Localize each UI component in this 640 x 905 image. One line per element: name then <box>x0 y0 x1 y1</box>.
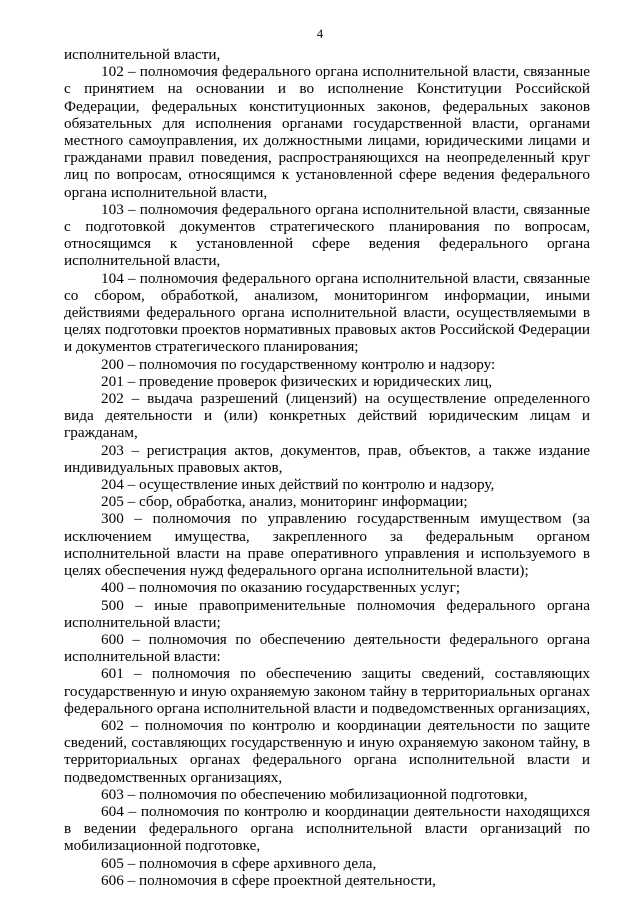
paragraph-606: 606 – полномочия в сфере проектной деятельности, <box>101 871 436 889</box>
document-body <box>64 46 590 889</box>
paragraph-202: 202 – выдача разрешений (лицензий) на осуществление определенного вида деятельности и (или) конкретных действий юридическим лицам и гражданам, <box>64 390 590 442</box>
paragraph-400: 400 – полномочия по оказанию государственных услуг; <box>101 579 461 597</box>
paragraph-104: 104 – полномочия федерального органа исполнительной власти, связанные со сбором, обработкой, анализом, мониторингом информации, иными действиями федерального органа исполнительной власти, осуществляемыми в целях подготовки проектов нормативных правовых актов Российской Федерации и документов стратегического планирования; <box>64 269 590 356</box>
paragraph-205: 205 – сбор, обработка, анализ, мониторинг информации; <box>101 493 468 511</box>
paragraph-200: 200 – полномочия по государственному контролю и надзору: <box>101 355 496 373</box>
paragraph-102: 102 – полномочия федерального органа исполнительной власти, связанные с принятием на основании и во исполнение Конституции Российской Федерации, федеральных конституционных законов, федеральных законов обязательных для исполнения органами государственной власти, органами местного самоуправления, их должностными лицами, юридическими лицами и гражданами правил поведения, распространяющихся на неопределенный круг лиц по вопросам, относящимся к установленной сфере ведения федерального органа исполнительной власти, <box>64 63 590 201</box>
paragraph-500: 500 – иные правоприменительные полномочия федерального органа исполнительной власти; <box>64 596 590 631</box>
paragraph-603: 603 – полномочия по обеспечению мобилизационной подготовки, <box>101 785 528 803</box>
paragraph-continuation: исполнительной власти, <box>64 46 221 63</box>
paragraph-602: 602 – полномочия по контролю и координации деятельности по защите сведений, составляющих государственную и иную охраняемую законом тайну, в территориальных органах федерального органа исполнительной власти и подведомственных организациях, <box>64 716 590 786</box>
paragraph-204: 204 – осуществление иных действий по контролю и надзору, <box>101 476 495 494</box>
page-number: 4 <box>316 27 324 41</box>
paragraph-605: 605 – полномочия в сфере архивного дела, <box>101 854 377 872</box>
paragraph-604: 604 – полномочия по контролю и координации деятельности находящихся в ведении федерального органа исполнительной власти организаций по мобилизационной подготовке, <box>64 802 590 855</box>
paragraph-600: 600 – полномочия по обеспечению деятельности федерального органа исполнительной власти: <box>64 630 590 666</box>
paragraph-201: 201 – проведение проверок физических и юридических лиц, <box>101 372 493 390</box>
paragraph-203: 203 – регистрация актов, документов, прав, объектов, а также издание индивидуальных правовых актов, <box>64 441 590 476</box>
paragraph-601: 601 – полномочия по обеспечению защиты сведений, составляющих государственную и иную охраняемую законом тайну в территориальных органах федерального органа исполнительной власти и подведомственных организациях, <box>64 665 590 717</box>
paragraph-103: 103 – полномочия федерального органа исполнительной власти, связанные с подготовкой документов стратегического планирования по вопросам, относящимся к установленной сфере ведения федерального органа исполнительной власти, <box>64 200 590 270</box>
paragraph-300: 300 – полномочия по управлению государственным имуществом (за исключением имущества, закрепленного за федеральным органом исполнительной власти на праве оперативного управления и используемого в целях обеспечения нужд федерального органа исполнительной власти); <box>64 510 590 580</box>
